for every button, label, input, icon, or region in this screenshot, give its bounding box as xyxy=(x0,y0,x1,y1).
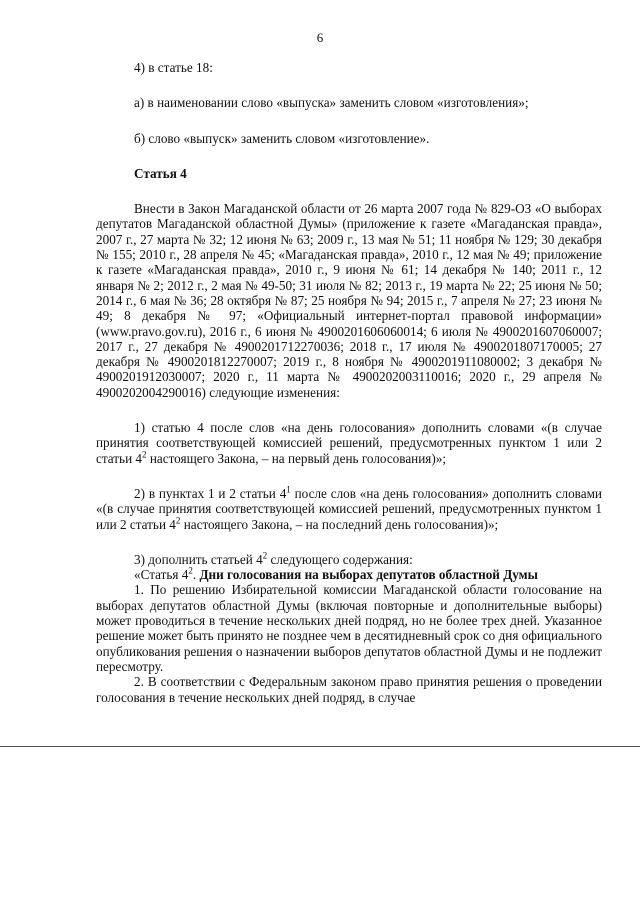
new-article-dot: . xyxy=(192,567,200,583)
change-2-text-c: настоящего Закона, – на последний день голосования)»; xyxy=(180,516,499,532)
page-bottom-rule xyxy=(0,746,640,747)
new-article-title: Дни голосования на выборах депутатов областной Думы xyxy=(199,567,538,583)
change-1-sup: 2 xyxy=(142,449,147,460)
document-body xyxy=(96,60,602,705)
change-2 xyxy=(96,486,602,532)
change-1-text: 1) статью 4 после слов «на день голосования» дополнить словами «(в случае принятия соответствующей комиссией решений, предусмотренных пунктом 1 или 2 статьи 4 xyxy=(96,420,602,466)
item-4: 4) в статье 18: xyxy=(134,60,213,75)
article-heading: Статья 4 xyxy=(134,165,187,181)
article-text: Внести в Закон Магаданской области от 26 марта 2007 года № 829-ОЗ «О выборах депутатов Магаданской областной Думы» (приложение к газете «Магаданская правда», 2007 г., 27 марта № 32; 12 июня № 63; 2009 г., 13 мая № 51; 11 ноября № 129; 30 декабря № 155; 2010 г., 28 апреля № 45; «Магаданская правда», 2010 г., 12 мая № 49; приложение к газете «Магаданская правда», 2010 г., 9 июня № 61; 14 декабря № 140; 2011 г., 12 января № 2; 2012 г., 2 мая № 49-50; 31 июля № 82; 2013 г., 19 марта № 22; 25 июня № 50; 2014 г., 6 мая № 36; 28 октября № 87; 25 ноября № 94; 2015 г., 7 апреля № 27; 23 июня № 49; 8 декабря № 97; «Официальный интернет-портал правовой информации» (www.pravo.gov.ru), 2016 г., 6 июня № 4900201606060014; 6 июля № 4900201607060007; 2017 г., 27 декабря № 4900201712270036; 2018 г., 17 июля № 4900201807170005; 27 декабря № 4900201812270007; 2019 г., 8 ноября № 4900201911080002; 3 декабря № 4900201912030007; 2020 г., 11 марта № 4900202003110016; 2020 г., 29 апреля № 4900202004290016) следующие изменения: xyxy=(96,201,602,400)
new-article-prefix: «Статья 4 xyxy=(134,567,189,583)
change-2-text-a: 2) в пунктах 1 и 2 статьи 4 xyxy=(134,485,287,501)
change-3-sup: 2 xyxy=(262,550,268,561)
change-1-text-end: настоящего Закона, – на первый день голосования)»; xyxy=(146,450,447,466)
change-2-sup-b: 2 xyxy=(175,515,181,526)
new-article-heading xyxy=(96,567,602,582)
change-1 xyxy=(96,420,602,466)
item-4b: б) слово «выпуск» заменить словом «изготовление». xyxy=(134,130,430,146)
change-2-text-b: после слов «на день голосования» дополнить словами «(в случае принятия соответствующей комиссией решений, предусмотренных пунктом 1 или 2 статьи 4 xyxy=(96,485,602,532)
new-point-1: 1. По решению Избирательной комиссии Магаданской области голосование на выборах депутатов областной Думы (включая повторные и дополнительные выборы) может проводиться в течение нескольких дней подряд, но не более трех дней. Указанное решение может быть принято не позднее чем в десятидневный срок со дня официального опубликования решения о назначении выборов депутатов областной Думы и не подлежит пересмотру. xyxy=(96,582,602,674)
change-2-sup-a: 1 xyxy=(286,484,291,495)
new-point-2: 2. В соответствии с Федеральным законом право принятия решения о проведении голосования в течение нескольких дней подряд, в случае xyxy=(96,674,602,705)
new-article-sup: 2 xyxy=(188,565,193,576)
change-3-text-end: следующего содержания: xyxy=(267,551,413,567)
change-3 xyxy=(96,552,602,567)
change-3-text: 3) дополнить статьей 4 xyxy=(134,551,263,567)
page-number: 6 xyxy=(316,30,324,45)
item-4a: а) в наименовании слово «выпуска» заменить словом «изготовления»; xyxy=(134,95,529,111)
